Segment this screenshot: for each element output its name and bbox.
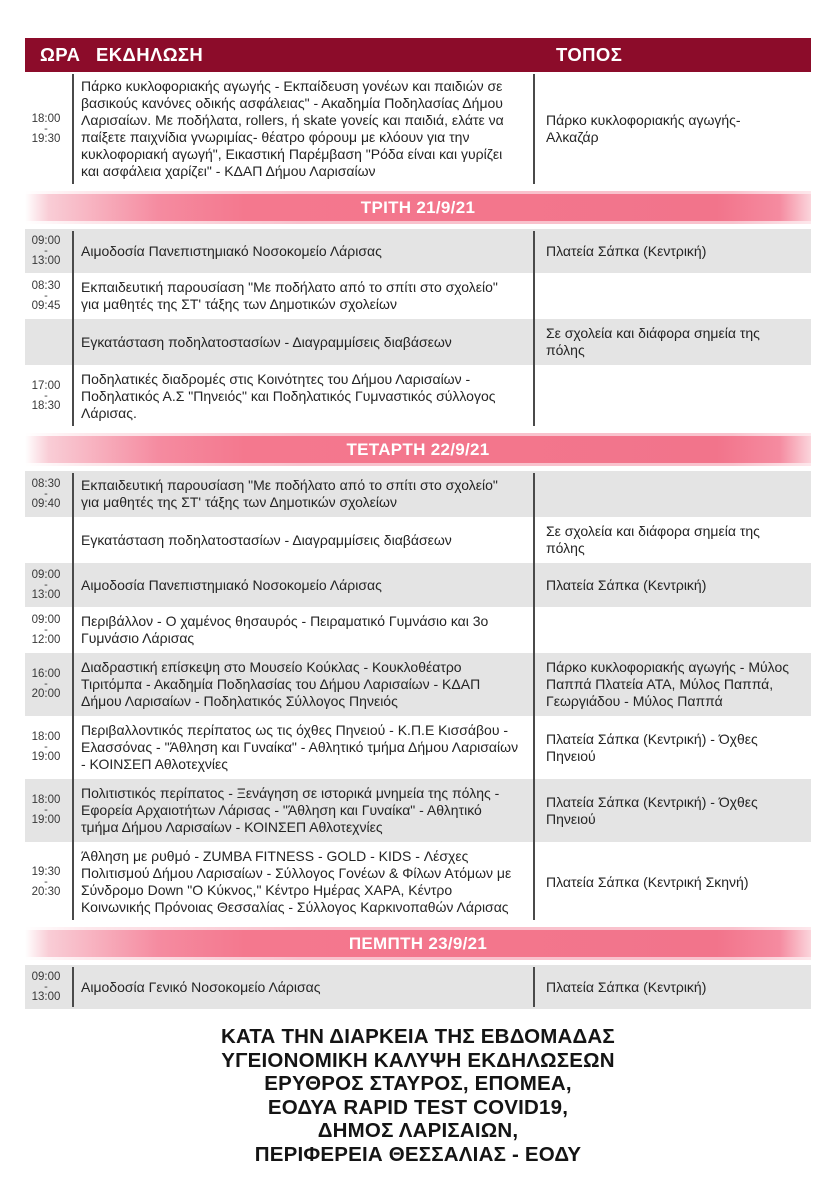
- time-start: 16:00: [31, 668, 61, 680]
- event-description: Αιμοδοσία Πανεπιστημιακό Νοσοκομείο Λάρισας: [81, 576, 382, 593]
- day-banner-label: ΤΕΤΑΡΤΗ 22/9/21: [25, 436, 811, 463]
- day-rows: [25, 471, 811, 922]
- schedule-row: [25, 842, 811, 922]
- time-end: 19:00: [31, 814, 61, 826]
- day-banner: [25, 433, 811, 466]
- event-description: Πάρκο κυκλοφοριακής αγωγής - Εκπαίδευση γονέων και παιδιών σε βασικούς κανόνες οδικής ασφάλειας" - Ακαδημία Ποδηλασίας Δήμου Λαρισαίων. Με ποδήλατα, rollers, ή skate γονείς και παιδιά, ελάτε να παίξετε παιχνίδια γνωριμίας- θέατρο φόρουμ με κλόουν για την κυκλοφοριακή αγωγή", Εικαστική Παρέμβαση "Ρόδα είναι και γυρίζει και ασφάλεια χαρίζει" - ΚΔΑΠ Δήμου Λαρισαίων: [81, 78, 504, 179]
- time-range: [25, 113, 72, 146]
- event-location: Πλατεία Σάπκα (Κεντρική) - Όχθες Πηνειού: [546, 793, 758, 827]
- time-separator: -: [44, 623, 48, 636]
- event-description: Αιμοδοσία Πανεπιστημιακό Νοσοκομείο Λάρισας: [81, 242, 382, 259]
- schedule-row: [25, 517, 811, 563]
- event-location: [533, 628, 811, 632]
- day-banner: [25, 927, 811, 960]
- event-location: [533, 294, 811, 298]
- column-divider-left: [72, 231, 74, 426]
- column-header-place: ΤΟΠΟΣ: [556, 44, 623, 65]
- footer-line: ΠΕΡΙΦΕΡΕΙΑ ΘΕΣΣΑΛΙΑΣ - ΕΟΔΥ: [254, 1142, 582, 1166]
- event-location: Σε σχολεία και διάφορα σημεία της πόλης: [546, 325, 760, 358]
- day-section: [25, 927, 811, 1009]
- event-location: Πλατεία Σάπκα (Κεντρική Σκηνή): [546, 873, 749, 890]
- time-separator: -: [44, 678, 48, 690]
- time-end: 18:30: [31, 400, 61, 412]
- column-divider-right: [533, 231, 535, 426]
- schedule-row: [25, 471, 811, 517]
- time-range: [25, 235, 72, 268]
- event-location: [533, 395, 811, 399]
- day-section: [25, 72, 811, 186]
- day-section: [25, 433, 811, 922]
- time-end: 13:00: [31, 990, 61, 1003]
- day-banner-label: ΠΕΜΠΤΗ 23/9/21: [25, 930, 811, 957]
- time-end: 09:40: [31, 497, 61, 510]
- event-location: Πλατεία Σάπκα (Κεντρική): [546, 576, 707, 593]
- schedule-row: [25, 716, 811, 779]
- schedule-row: [25, 965, 811, 1009]
- event-description: Περιβαλλοντικός περίπατος ως τις όχθες Πηνειού - Κ.Π.Ε Κισσάβου - Ελασσόνας - "Άθληση και Γυναίκα" - Αθλητικό τμήμα Δήμου Λαρισαίων - ΚΟΙΝΣΕΠ Αθλοτεχνίες: [81, 722, 519, 772]
- time-start: 08:30: [31, 279, 61, 292]
- day-rows: [25, 72, 811, 186]
- schedule-row: [25, 273, 811, 319]
- event-description: Αιμοδοσία Γενικό Νοσοκομείο Λάρισας: [81, 978, 321, 995]
- time-start: 18:00: [31, 794, 61, 806]
- time-separator: -: [44, 980, 48, 993]
- column-divider-left: [72, 473, 74, 920]
- time-separator: -: [44, 390, 48, 402]
- day-banner: [25, 191, 811, 224]
- column-divider-right: [533, 473, 535, 920]
- time-end: 19:00: [31, 751, 61, 763]
- time-separator: -: [44, 741, 48, 753]
- column-header-event: ΕΚΔΗΛΩΣΗ: [96, 44, 204, 65]
- time-separator: -: [44, 122, 48, 135]
- time-end: 19:30: [31, 132, 61, 145]
- event-location: Πάρκο κυκλοφοριακής αγωγής - Μύλος Παππά Πλατεία ΑΤΑ, Μύλος Παππά, Γεωργιάδου - Μύλος Παππά: [546, 659, 789, 709]
- time-start: 18:00: [31, 731, 61, 743]
- schedule-row: [25, 319, 811, 365]
- table-header: [25, 38, 811, 72]
- column-divider-left: [72, 74, 74, 184]
- time-range: [25, 731, 72, 764]
- event-description: Εκπαιδευτική παρουσίαση "Με ποδήλατο από το σπίτι στο σχολείο" για μαθητές της ΣΤ' τάξης των Δημοτικών σχολείων: [81, 279, 498, 312]
- time-end: 13:00: [31, 588, 61, 601]
- time-range: [25, 866, 72, 899]
- time-start: 09:00: [31, 970, 61, 983]
- day-sections: [25, 72, 811, 1009]
- schedule-row: [25, 365, 811, 428]
- event-description: Εγκατάσταση ποδηλατοστασίων - Διαγραμμίσεις διαβάσεων: [81, 531, 452, 548]
- time-range: [25, 380, 72, 413]
- time-range: [25, 668, 72, 701]
- footer-note: [25, 1025, 811, 1166]
- day-section: [25, 191, 811, 428]
- day-banner-label: ΤΡΙΤΗ 21/9/21: [25, 194, 811, 221]
- footer-line: ΥΓΕΙΟΝΟΜΙΚΗ ΚΑΛΥΨΗ ΕΚΔΗΛΩΣΕΩΝ: [221, 1048, 615, 1072]
- time-end: 20:30: [31, 885, 61, 898]
- schedule-row: [25, 653, 811, 716]
- column-divider-left: [72, 967, 74, 1007]
- schedule-row: [25, 779, 811, 842]
- time-range: [25, 478, 72, 511]
- event-location: Πλατεία Σάπκα (Κεντρική) - Όχθες Πηνειού: [546, 730, 758, 764]
- time-separator: -: [44, 875, 48, 888]
- time-start: 09:00: [31, 613, 61, 626]
- event-location: Πλατεία Σάπκα (Κεντρική): [546, 978, 707, 995]
- footer-line: ΕΟΔΥΑ RAPID TEST COVID19,: [267, 1095, 569, 1119]
- time-range: [25, 569, 72, 602]
- time-separator: -: [44, 244, 48, 257]
- event-description: Περιβάλλον - Ο χαμένος θησαυρός - Πειραματικό Γυμνάσιο και 3ο Γυμνάσιο Λάρισας: [81, 613, 489, 646]
- time-start: 19:30: [31, 865, 61, 878]
- time-range: [25, 280, 72, 313]
- schedule-row: [25, 607, 811, 653]
- footer-line: ΚΑΤΑ ΤΗΝ ΔΙΑΡΚΕΙΑ ΤΗΣ ΕΒΔΟΜΑΔΑΣ: [221, 1025, 615, 1048]
- time-separator: -: [44, 804, 48, 816]
- event-location: Σε σχολεία και διάφορα σημεία της πόλης: [546, 523, 760, 556]
- time-separator: -: [44, 289, 48, 302]
- event-location: [533, 492, 811, 496]
- footer-line: ΕΡΥΘΡΟΣ ΣΤΑΥΡΟΣ, ΕΠΟΜΕΑ,: [264, 1072, 572, 1095]
- column-divider-right: [533, 74, 535, 184]
- time-range: [25, 794, 72, 827]
- event-description: Πολιτιστικός περίπατος - Ξενάγηση σε ιστορικά μνημεία της πόλης - Εφορεία Αρχαιοτήτων Λάρισας - "Άθληση και Γυναίκα" - Αθλητικό τμήμα Δήμου Λαρισαίων - ΚΟΙΝΣΕΠ Αθλοτεχνίες: [81, 785, 500, 835]
- time-end: 20:00: [31, 688, 61, 700]
- time-start: 09:00: [31, 568, 61, 581]
- event-description: Εγκατάσταση ποδηλατοστασίων - Διαγραμμίσεις διαβάσεων: [81, 333, 452, 350]
- day-rows: [25, 965, 811, 1009]
- time-separator: -: [44, 578, 48, 591]
- time-start: 09:00: [31, 234, 61, 247]
- schedule-row: [25, 563, 811, 607]
- event-description: Διαδραστική επίσκεψη στο Μουσείο Κούκλας - Κουκλοθέατρο Τιριτόμπα - Ακαδημία Ποδηλασίας του Δήμου Λαρισαίων - ΚΔΑΠ Δήμου Λαρισαίων - Ποδηλατικός Σύλλογος Πηνειός: [81, 659, 481, 709]
- time-range: [25, 971, 72, 1004]
- schedule-table: [25, 38, 811, 1166]
- event-description: Ποδηλατικές διαδρομές στις Κοινότητες του Δήμου Λαρισαίων - Ποδηλατικός Α.Σ "Πηνειός" και Ποδηλατικός Γυμναστικός σύλλογος Λάρισας.: [81, 371, 496, 421]
- schedule-row: [25, 229, 811, 273]
- column-divider-right: [533, 967, 535, 1007]
- time-start: 17:00: [31, 380, 61, 392]
- column-header-time: ΩΡΑ: [40, 44, 81, 65]
- event-description: Άθληση με ρυθμό - ZUMBA FITNESS - GOLD - KIDS - Λέσχες Πολιτισμού Δήμου Λαρισαίων - Σύλλογος Γονέων & Φίλων Ατόμων με Σύνδρομο Down "Ο Κύκνος," Κέντρο Ημέρας ΧΑΡΑ, Κέντρο Κοινωνικής Πρόνοιας Θεσσαλίας - Σύλλογος Καρκινοπαθών Λάρισας: [81, 848, 512, 915]
- event-location: Πάρκο κυκλοφοριακής αγωγής- Αλκαζάρ: [546, 112, 741, 145]
- time-end: 12:00: [31, 633, 61, 646]
- time-start: 08:30: [31, 477, 61, 490]
- time-end: 13:00: [31, 254, 61, 267]
- schedule-row: [25, 72, 811, 186]
- time-range: [25, 614, 72, 647]
- time-start: 18:00: [31, 112, 61, 125]
- time-end: 09:45: [31, 299, 61, 312]
- event-description: Εκπαιδευτική παρουσίαση "Με ποδήλατο από το σπίτι στο σχολείο" για μαθητές της ΣΤ' τάξης των Δημοτικών σχολείων: [81, 477, 498, 510]
- event-location: Πλατεία Σάπκα (Κεντρική): [546, 242, 707, 259]
- time-separator: -: [44, 487, 48, 500]
- footer-line: ΔΗΜΟΣ ΛΑΡΙΣΑΙΩΝ,: [317, 1119, 519, 1142]
- day-rows: [25, 229, 811, 428]
